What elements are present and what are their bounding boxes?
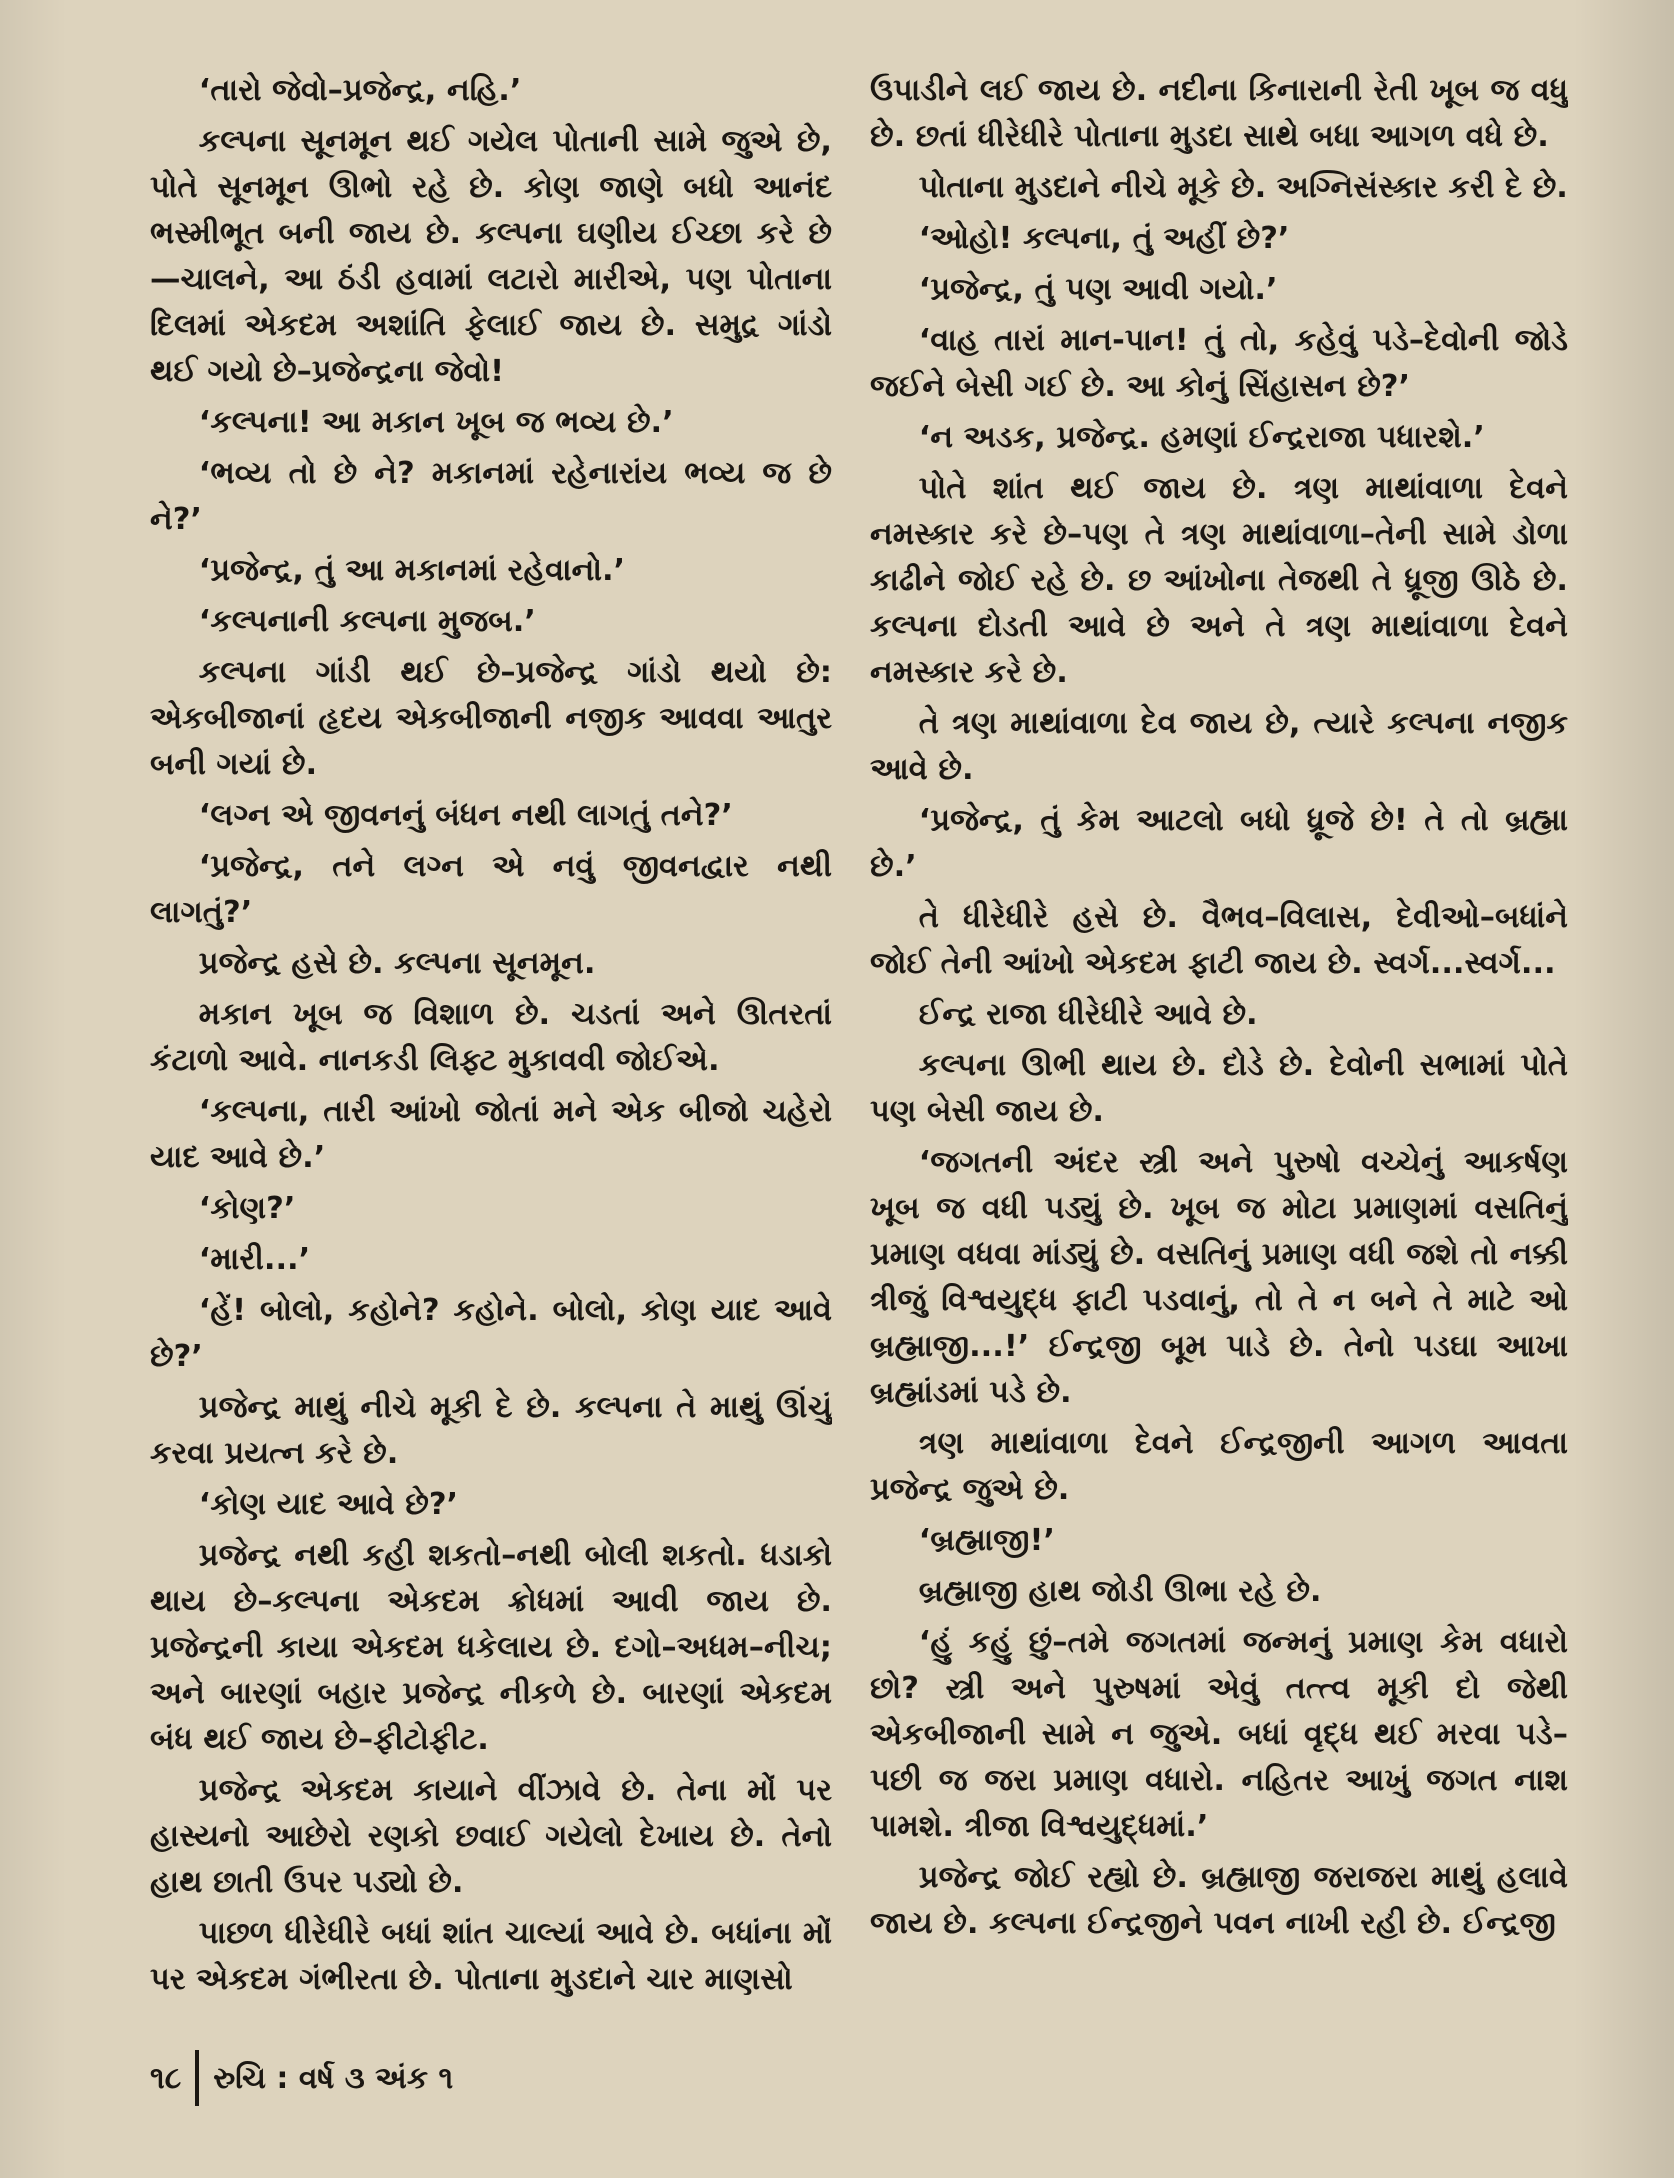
paragraph: પાછળ ધીરેધીરે બધાં શાંત ચાલ્યાં આવે છે. બધાંના મોં પર એકદમ ગંભીરતા છે. પોતાના મુડદાને ચાર માણસો bbox=[150, 1916, 832, 1997]
paragraph: કલ્પના ગાંડી થઈ છે–પ્રજેન્દ્ર ગાંડો થયો છે: એકબીજાનાં હૃદય એકબીજાની નજીક આવવા આતુર બની ગયાં છે. bbox=[150, 655, 832, 782]
paragraph: ‘ન અડક, પ્રજેન્દ્ર. હમણાં ઈન્દ્રરાજા પધારશે.’ bbox=[918, 420, 1485, 455]
paragraph: ‘પ્રજેન્દ્ર, તું આ મકાનમાં રહેવાનો.’ bbox=[198, 553, 626, 588]
paragraph: કલ્પના ઊભી થાય છે. દોડે છે. દેવોની સભામાં પોતે પણ બેસી જાય છે. bbox=[870, 1048, 1568, 1129]
paragraph: ‘કલ્પનાની કલ્પના મુજબ.’ bbox=[198, 604, 536, 639]
paragraph: ‘તારો જેવો–પ્રજેન્દ્ર, નહિ.’ bbox=[198, 73, 522, 108]
paragraph: મકાન ખૂબ જ વિશાળ છે. ચડતાં અને ઊતરતાં કંટાળો આવે. નાનકડી લિફ્ટ મુકાવવી જોઈએ. bbox=[150, 997, 832, 1078]
paragraph: પોતે શાંત થઈ જાય છે. ત્રણ માથાંવાળા દેવને નમસ્કાર કરે છે–પણ તે ત્રણ માથાંવાળા–તેની સામે ડોળા કાઢીને જોઈ રહે છે. છ આંખોના તેજથી તે ધ્રૂજી ઊઠે છે. કલ્પના દોડતી આવે છે અને તે ત્રણ માથાંવાળા દેવને નમસ્કાર કરે છે. bbox=[870, 471, 1568, 690]
paragraph: ‘વાહ તારાં માન-પાન! તું તો, કહેવું પડે–દેવોની જોડે જઈને બેસી ગઈ છે. આ કોનું સિંહાસન છે?’ bbox=[870, 323, 1568, 404]
paragraph: ‘ઓહો! કલ્પના, તું અહીં છે?’ bbox=[918, 221, 1290, 256]
paragraph: ‘બ્રહ્માજી!’ bbox=[918, 1523, 1055, 1558]
paragraph: ઈન્દ્ર રાજા ધીરેધીરે આવે છે. bbox=[918, 997, 1258, 1032]
paragraph: ‘ભવ્ય તો છે ને? મકાનમાં રહેનારાંય ભવ્ય જ છે ને?’ bbox=[150, 456, 832, 537]
paragraph: ‘પ્રજેન્દ્ર, તું કેમ આટલો બધો ધ્રૂજે છે! તે તો બ્રહ્મા છે.’ bbox=[870, 803, 1568, 884]
paragraph: ‘કલ્પના, તારી આંખો જોતાં મને એક બીજો ચહેરો યાદ આવે છે.’ bbox=[150, 1094, 832, 1175]
page-footer bbox=[150, 2050, 453, 2106]
paragraph: પ્રજેન્દ્ર માથું નીચે મૂકી દે છે. કલ્પના તે માથું ઊંચું કરવા પ્રયત્ન કરે છે. bbox=[150, 1390, 832, 1471]
paragraph: ‘પ્રજેન્દ્ર, તું પણ આવી ગયો.’ bbox=[918, 272, 1278, 307]
paragraph: ‘પ્રજેન્દ્ર, તને લગ્ન એ નવું જીવનદ્વાર નથી લાગતું?’ bbox=[150, 849, 832, 930]
paragraph: ‘કોણ?’ bbox=[198, 1191, 296, 1226]
paragraph: પ્રજેન્દ્ર એકદમ કાયાને વીંઝાવે છે. તેના મોં પર હાસ્યનો આછેરો રણકો છવાઈ ગયેલો દેખાય છે. તેનો હાથ છાતી ઉપર પડ્યો છે. bbox=[150, 1773, 832, 1900]
paragraph: તે ત્રણ માથાંવાળા દેવ જાય છે, ત્યારે કલ્પના નજીક આવે છે. bbox=[870, 706, 1568, 787]
paragraph: ‘હું કહું છું–તમે જગતમાં જન્મનું પ્રમાણ કેમ વધારો છો? સ્ત્રી અને પુરુષમાં એવું તત્ત્વ મૂકી દો જેથી એકબીજાની સામે ન જુએ. બધાં વૃદ્ધ થઈ મરવા પડે–પછી જ જરા પ્રમાણ વધારો. નહિતર આખું જગત નાશ પામશે. ત્રીજા વિશ્વયુદ્ધમાં.’ bbox=[870, 1625, 1568, 1844]
paragraph: ‘કલ્પના! આ મકાન ખૂબ જ ભવ્ય છે.’ bbox=[198, 405, 674, 440]
paragraph: બ્રહ્માજી હાથ જોડી ઊભા રહે છે. bbox=[918, 1574, 1322, 1609]
paragraph: કલ્પના સૂનમૂન થઈ ગયેલ પોતાની સામે જુએ છે, પોતે સૂનમૂન ઊભો રહે છે. કોણ જાણે બધો આનંદ ભસ્મીભૂત બની જાય છે. કલ્પના ઘણીય ઈચ્છા કરે છે—ચાલને, આ ઠંડી હવામાં લટારો મારીએ, પણ પોતાના દિલમાં એકદમ અશાંતિ ફેલાઈ જાય છે. સમુદ્ર ગાંડો થઈ ગયો છે–પ્રજેન્દ્રના જેવો! bbox=[150, 124, 832, 389]
paragraph: ‘લગ્ન એ જીવનનું બંધન નથી લાગતું તને?’ bbox=[198, 798, 733, 833]
right-text-column bbox=[870, 68, 1568, 2008]
paragraph: તે ધીરેધીરે હસે છે. વૈભવ–વિલાસ, દેવીઓ–બધાંને જોઈ તેની આંખો એકદમ ફાટી જાય છે. સ્વર્ગ...સ્વર્ગ... bbox=[870, 900, 1568, 981]
paragraph: પ્રજેન્દ્ર જોઈ રહ્યો છે. બ્રહ્માજી જરાજરા માથું હલાવે જાય છે. કલ્પના ઈન્દ્રજીને પવન નાખી રહી છે. ઈન્દ્રજી bbox=[870, 1860, 1568, 1941]
paragraph: ઉપાડીને લઈ જાય છે. નદીના કિનારાની રેતી ખૂબ જ વધુ છે. છતાં ધીરેધીરે પોતાના મુડદા સાથે બધા આગળ વધે છે. bbox=[870, 73, 1568, 154]
paragraph: ‘જગતની અંદર સ્ત્રી અને પુરુષો વચ્ચેનું આકર્ષણ ખૂબ જ વધી પડ્યું છે. ખૂબ જ મોટા પ્રમાણમાં વસતિનું પ્રમાણ વધવા માંડ્યું છે. વસતિનું પ્રમાણ વધી જશે તો નક્કી ત્રીજું વિશ્વયુદ્ધ ફાટી પડવાનું, તો તે ન બને તે માટે ઓ બ્રહ્માજી...!’ ઈન્દ્રજી બૂમ પાડે છે. તેનો પડઘા આખા બ્રહ્માંડમાં પડે છે. bbox=[870, 1145, 1568, 1410]
paragraph: ‘હેં! બોલો, કહોને? કહોને. બોલો, કોણ યાદ આવે છે?’ bbox=[150, 1293, 832, 1374]
paragraph: પ્રજેન્દ્ર હસે છે. કલ્પના સૂનમૂન. bbox=[198, 946, 596, 981]
paragraph: ત્રણ માથાંવાળા દેવને ઈન્દ્રજીની આગળ આવતા પ્રજેન્દ્ર જુએ છે. bbox=[870, 1426, 1568, 1507]
paragraph: પ્રજેન્દ્ર નથી કહી શકતો–નથી બોલી શકતો. ધડાકો થાય છે–કલ્પના એકદમ ક્રોધમાં આવી જાય છે. પ્રજેન્દ્રની કાયા એકદમ ધકેલાય છે. દગો–અધમ–નીચ; અને બારણાં બહાર પ્રજેન્દ્ર નીકળે છે. બારણાં એકદમ બંધ થઈ જાય છે–ફીટોફીટ. bbox=[150, 1538, 832, 1757]
left-text-column bbox=[150, 68, 832, 2008]
paragraph: ‘કોણ યાદ આવે છે?’ bbox=[198, 1487, 459, 1522]
publication-info: રુચિ : વર્ષ ૩ અંક ૧ bbox=[213, 2060, 454, 2096]
footer-divider bbox=[195, 2050, 199, 2106]
paragraph: પોતાના મુડદાને નીચે મૂકે છે. અગ્નિસંસ્કાર કરી દે છે. bbox=[918, 170, 1568, 205]
paragraph: ‘મારી...’ bbox=[198, 1242, 311, 1277]
page-number: ૧૮ bbox=[150, 2060, 182, 2096]
